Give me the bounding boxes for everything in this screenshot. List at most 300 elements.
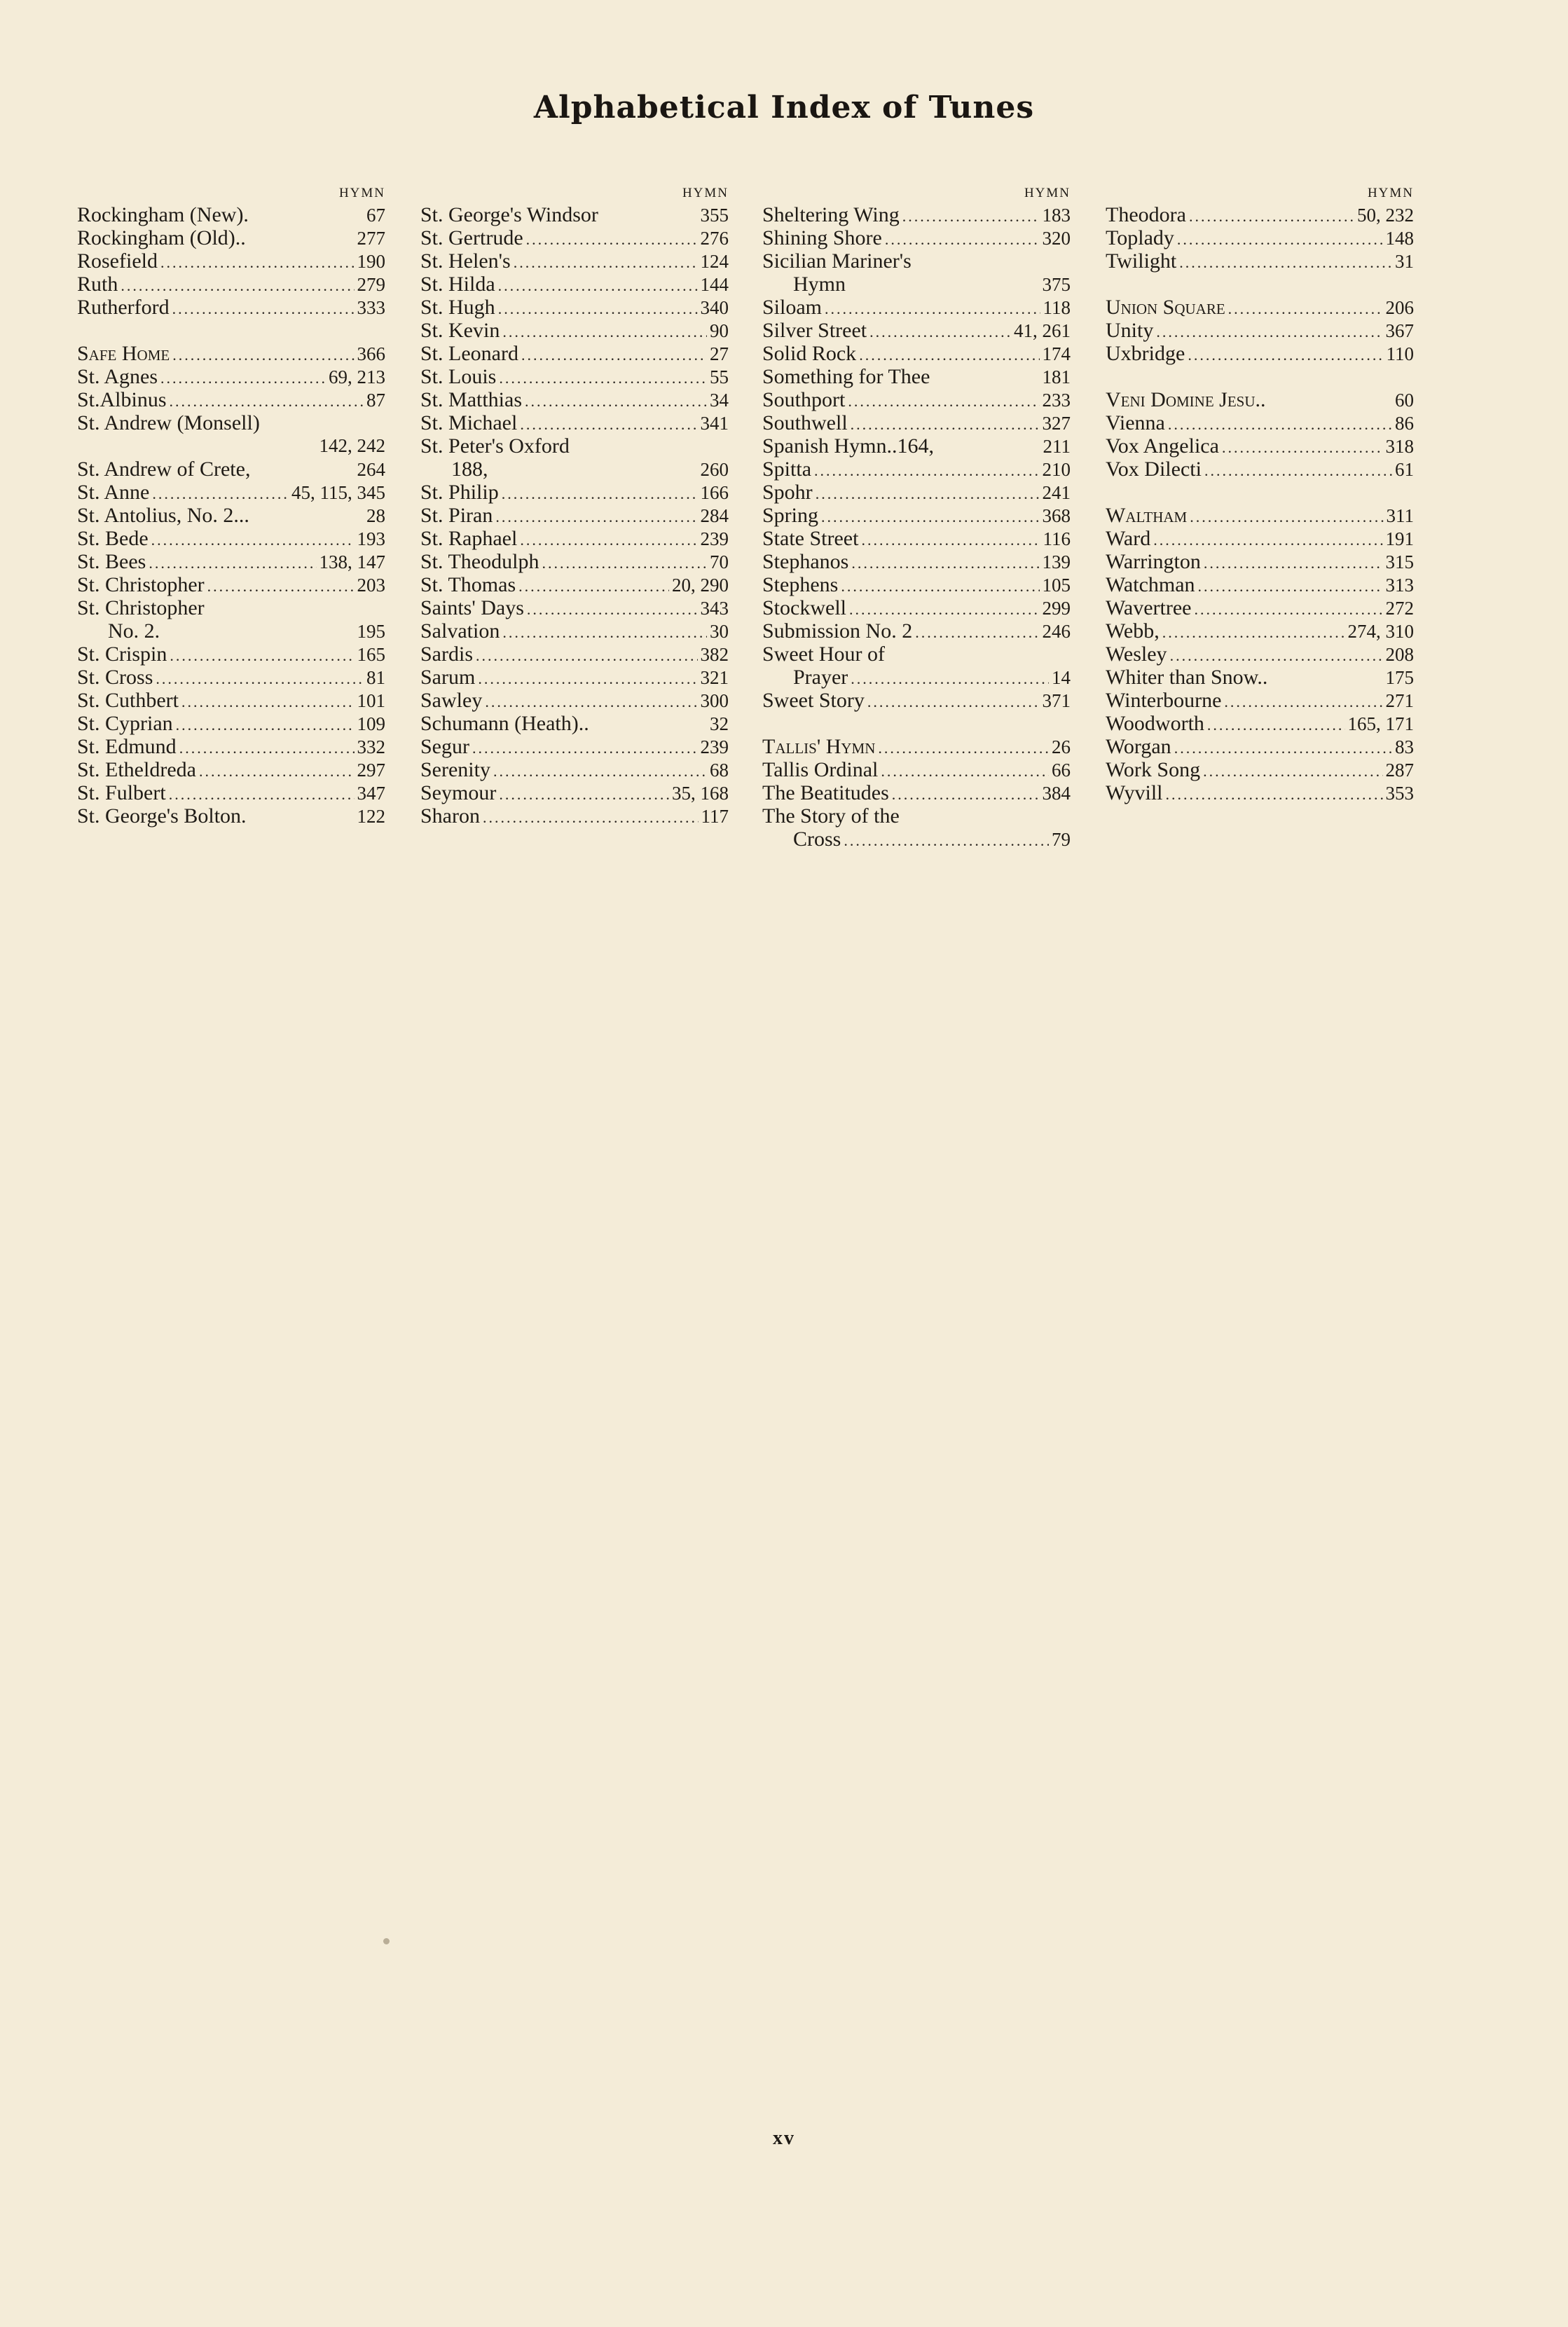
index-entry [1106, 550, 1414, 573]
hymn-number: 81 [366, 667, 385, 688]
index-entry [420, 481, 729, 504]
tune-name: St. Bede [77, 527, 149, 550]
tune-name: St. Peter's Oxford [420, 434, 570, 458]
hymn-number: 190 [357, 251, 385, 272]
leader-dots [902, 205, 1040, 228]
tune-name: St. Christopher [77, 596, 205, 619]
tune-name: Something for Thee [762, 365, 930, 388]
leader-dots [1168, 413, 1392, 436]
index-entry [77, 550, 385, 573]
leader-dots [851, 667, 1049, 690]
index-entry [1106, 735, 1414, 758]
hymn-number: 116 [1043, 528, 1071, 549]
tune-name: Wavertree [1106, 596, 1192, 619]
leader-dots [151, 528, 355, 551]
hymn-number: 28 [366, 505, 385, 526]
hymn-number: 90 [710, 320, 729, 341]
leader-dots [176, 713, 355, 736]
index-entry [1106, 411, 1414, 434]
index-entry [762, 643, 1071, 666]
index-entry [420, 458, 729, 481]
hymn-number: 384 [1042, 783, 1071, 804]
hymn-number: 70 [710, 551, 729, 572]
leader-dots [1174, 736, 1392, 760]
hymn-number: 41, 261 [1014, 320, 1071, 341]
hymn-number: 144 [700, 274, 729, 295]
leader-dots [527, 598, 698, 621]
hymn-number: 165 [357, 644, 385, 665]
index-entry [762, 342, 1071, 365]
hymn-number: 300 [700, 690, 729, 711]
tune-name: Spitta [762, 458, 812, 481]
index-entry [77, 712, 385, 735]
section-spacer [1106, 273, 1414, 296]
tune-name: Sicilian Mariner's [762, 249, 912, 273]
hymn-number: 109 [357, 713, 385, 734]
tune-name: Spanish Hymn..164, [762, 434, 935, 458]
leader-dots [170, 390, 364, 413]
tune-name: Union Square [1106, 296, 1225, 319]
hymn-number: 165, 171 [1347, 713, 1414, 734]
index-entry [762, 249, 1071, 273]
tune-name: Cross [793, 828, 841, 851]
index-entry [77, 758, 385, 781]
leader-dots [1177, 228, 1383, 251]
index-entry [762, 226, 1071, 249]
tune-name: St. Edmund [77, 735, 177, 758]
hymn-number: 175 [1385, 667, 1414, 688]
index-entry [420, 666, 729, 689]
hymn-number: 320 [1042, 228, 1071, 249]
hymn-number: 193 [357, 528, 385, 549]
tune-name: Sheltering Wing [762, 203, 900, 226]
hymn-number: 122 [357, 806, 385, 827]
index-entry [1106, 781, 1414, 804]
hymn-number: 260 [700, 459, 729, 480]
hymn-number: 241 [1042, 482, 1071, 503]
hymn-number: 284 [700, 505, 729, 526]
tune-name: Wyvill [1106, 781, 1163, 804]
tune-name: Ruth [77, 273, 118, 296]
hymn-number: 233 [1042, 390, 1071, 411]
tune-name: St. Thomas [420, 573, 516, 596]
tune-name: Sweet Hour of [762, 643, 885, 666]
hymn-number: 124 [700, 251, 729, 272]
index-column-1 [77, 184, 385, 828]
tune-name: Twilight [1106, 249, 1177, 273]
index-entry [1106, 596, 1414, 619]
leader-dots [1190, 505, 1383, 528]
leader-dots [207, 575, 355, 598]
section-spacer [77, 319, 385, 342]
hymn-number: 287 [1385, 760, 1414, 781]
index-entry [77, 388, 385, 411]
tune-name: Vienna [1106, 411, 1165, 434]
hymn-number: 203 [357, 575, 385, 596]
hymn-number: 297 [357, 760, 385, 781]
tune-name: State Street [762, 527, 859, 550]
hymn-number: 20, 290 [672, 575, 729, 596]
index-entry [420, 342, 729, 365]
hymn-number: 382 [700, 644, 729, 665]
hymn-number: 206 [1385, 297, 1414, 318]
leader-dots [848, 390, 1039, 413]
index-entry [1106, 504, 1414, 527]
hymn-number: 208 [1385, 644, 1414, 665]
leader-dots [1170, 644, 1383, 667]
tune-name: Vox Angelica [1106, 434, 1219, 458]
index-entry [762, 273, 1071, 296]
index-entry [420, 273, 729, 296]
leader-dots [861, 528, 1040, 551]
hymn-number: 371 [1042, 690, 1071, 711]
hymn-number: 66 [1052, 760, 1071, 781]
index-column-2 [420, 184, 729, 828]
index-entry [762, 804, 1071, 828]
tune-name: St. Louis [420, 365, 497, 388]
index-entry [1106, 319, 1414, 342]
index-entry [77, 411, 385, 434]
column-header: HYMN [1024, 186, 1071, 200]
leader-dots [199, 760, 355, 783]
index-entry [77, 481, 385, 504]
hymn-number: 343 [700, 598, 729, 619]
hymn-number: 55 [710, 366, 729, 387]
hymn-number: 195 [357, 621, 385, 642]
hymn-number: 272 [1385, 598, 1414, 619]
hymn-number: 211 [1043, 436, 1071, 457]
index-entry [1106, 203, 1414, 226]
index-entry [420, 365, 729, 388]
hymn-number: 353 [1385, 783, 1414, 804]
tune-name: Winterbourne [1106, 689, 1222, 712]
hymn-number: 239 [700, 736, 729, 757]
hymn-number: 333 [357, 297, 385, 318]
index-entry [762, 527, 1071, 550]
tune-name: Southwell [762, 411, 848, 434]
index-entry [420, 411, 729, 434]
index-entry [420, 781, 729, 804]
index-entry [77, 365, 385, 388]
tune-name: St. Piran [420, 504, 493, 527]
tune-name: St. Agnes [77, 365, 158, 388]
tune-name: St. Philip [420, 481, 499, 504]
tune-name: St. Bees [77, 550, 146, 573]
leader-dots [499, 783, 669, 806]
index-entry [762, 550, 1071, 573]
tune-name: St. Cross [77, 666, 153, 689]
leader-dots [169, 783, 355, 806]
leader-dots [1228, 297, 1383, 320]
hymn-number: 239 [700, 528, 729, 549]
tune-name: St. Andrew of Crete, [77, 458, 251, 481]
hymn-number: 79 [1052, 829, 1071, 850]
hymn-number: 110 [1386, 343, 1414, 364]
leader-dots [878, 736, 1049, 760]
hymn-number: 318 [1385, 436, 1414, 457]
tune-name: Rockingham (Old).. [77, 226, 246, 249]
hymn-number: 271 [1385, 690, 1414, 711]
leader-dots [483, 806, 699, 829]
hymn-number: 50, 232 [1357, 205, 1414, 226]
leader-dots [499, 366, 707, 390]
leader-dots [841, 575, 1039, 598]
tune-name: St. George's Windsor [420, 203, 598, 226]
hymn-number: 368 [1042, 505, 1071, 526]
leader-dots [849, 598, 1040, 621]
tune-name: Prayer [793, 666, 848, 689]
tune-name: Salvation [420, 619, 500, 643]
tune-name: St. Fulbert [77, 781, 166, 804]
index-entry [1106, 388, 1414, 411]
index-entry [762, 296, 1071, 319]
index-entry [1106, 712, 1414, 735]
tune-name: Stephens [762, 573, 839, 596]
tune-name: No. 2. [108, 619, 160, 643]
hymn-number: 347 [357, 783, 385, 804]
index-entry [762, 619, 1071, 643]
leader-dots [892, 783, 1040, 806]
hymn-number: 264 [357, 459, 385, 480]
tune-name: St. Hugh [420, 296, 495, 319]
column-header: HYMN [338, 186, 385, 200]
leader-dots [851, 413, 1040, 436]
index-entry [762, 388, 1071, 411]
tune-name: Hymn [793, 273, 846, 296]
tune-name: The Beatitudes [762, 781, 889, 804]
tune-name: Shining Shore [762, 226, 882, 249]
index-entry [1106, 619, 1414, 643]
tune-name: Sawley [420, 689, 483, 712]
tune-name: Serenity [420, 758, 490, 781]
hymn-number: 341 [700, 413, 729, 434]
section-spacer [762, 712, 1071, 735]
leader-dots [1166, 783, 1383, 806]
tune-name: St. Gertrude [420, 226, 523, 249]
hymn-number: 68 [710, 760, 729, 781]
index-entry [762, 203, 1071, 226]
tune-name: Solid Rock [762, 342, 857, 365]
index-entry [1106, 458, 1414, 481]
tune-name: Spring [762, 504, 819, 527]
leader-dots [493, 760, 707, 783]
index-entry [77, 689, 385, 712]
index-entry [762, 504, 1071, 527]
index-entry [77, 596, 385, 619]
hymn-number: 277 [357, 228, 385, 249]
tune-name: St. Cuthbert [77, 689, 179, 712]
hymn-number: 142, 242 [319, 435, 385, 456]
tune-name: St. Cyprian [77, 712, 173, 735]
tune-name: Tallis' Hymn [762, 735, 876, 758]
hymn-number: 321 [700, 667, 729, 688]
tune-name: St.Albinus [77, 388, 167, 411]
hymn-number: 299 [1042, 598, 1071, 619]
leader-dots [1188, 343, 1383, 366]
index-entry [762, 458, 1071, 481]
index-entry [1106, 434, 1414, 458]
hymn-number: 148 [1385, 228, 1414, 249]
index-entry [77, 619, 385, 643]
index-entry [420, 226, 729, 249]
hymn-number: 311 [1386, 505, 1414, 526]
leader-dots [1195, 598, 1383, 621]
tune-name: Spohr [762, 481, 813, 504]
paper-speck [383, 1938, 390, 1944]
leader-dots [859, 343, 1039, 366]
entry-list [762, 203, 1071, 851]
index-entry [420, 319, 729, 342]
leader-dots [526, 228, 698, 251]
hymn-number: 101 [357, 690, 385, 711]
leader-dots [521, 343, 707, 366]
hymn-number: 315 [1385, 551, 1414, 572]
leader-dots [1156, 320, 1382, 343]
leader-dots [1204, 551, 1383, 575]
index-entry [762, 596, 1071, 619]
hymn-number: 69, 213 [329, 366, 385, 387]
index-entry [420, 504, 729, 527]
leader-dots [867, 690, 1040, 713]
tune-name: St. Helen's [420, 249, 511, 273]
hymn-number: 181 [1042, 366, 1071, 387]
hymn-number: 31 [1395, 251, 1414, 272]
hymn-number: 117 [701, 806, 729, 827]
leader-dots [816, 482, 1040, 505]
index-entry [1106, 249, 1414, 273]
tune-name: 188, [451, 458, 488, 481]
hymn-number: 60 [1395, 390, 1414, 411]
index-entry [762, 319, 1071, 342]
index-column-3 [762, 184, 1071, 851]
index-entry [420, 388, 729, 411]
index-entry [1106, 296, 1414, 319]
leader-dots [1204, 459, 1392, 482]
tune-name: Southport [762, 388, 846, 411]
index-entry [77, 249, 385, 273]
section-spacer [1106, 481, 1414, 504]
entry-list [420, 203, 729, 828]
index-entry [77, 666, 385, 689]
hymn-number: 35, 168 [672, 783, 729, 804]
leader-dots [1207, 713, 1345, 736]
index-entry [1106, 643, 1414, 666]
leader-dots [181, 690, 354, 713]
leader-dots [170, 644, 354, 667]
leader-dots [1222, 436, 1383, 459]
hymn-number: 174 [1042, 343, 1071, 364]
hymn-number: 138, 147 [319, 551, 385, 572]
hymn-number: 34 [710, 390, 729, 411]
tune-name: Saints' Days [420, 596, 524, 619]
leader-dots [498, 297, 698, 320]
hymn-number: 246 [1042, 621, 1071, 642]
tune-name: St. Raphael [420, 527, 518, 550]
leader-dots [844, 829, 1049, 852]
hymn-number: 313 [1385, 575, 1414, 596]
index-entry [77, 458, 385, 481]
tune-name: Stephanos [762, 550, 849, 573]
index-entry [420, 434, 729, 458]
index-entry [420, 573, 729, 596]
leader-dots [514, 251, 698, 274]
index-entry [420, 804, 729, 828]
tune-name: Toplady [1106, 226, 1174, 249]
index-entry [1106, 666, 1414, 689]
tune-name: St. Theodulph [420, 550, 539, 573]
tune-name: St. Antolius, No. 2... [77, 504, 249, 527]
leader-dots [152, 482, 289, 505]
hymn-number: 327 [1042, 413, 1071, 434]
tune-name: Uxbridge [1106, 342, 1185, 365]
tune-name: Woodworth [1106, 712, 1204, 735]
leader-dots [1224, 690, 1382, 713]
page-title: Alphabetical Index of Tunes [533, 90, 1035, 125]
index-entry [420, 296, 729, 319]
tune-name: St. Michael [420, 411, 518, 434]
tune-name: Submission No. 2 [762, 619, 913, 643]
index-entry [1106, 527, 1414, 550]
tune-name: Whiter than Snow.. [1106, 666, 1268, 689]
hymn-number: 355 [700, 205, 729, 226]
tune-name: Schumann (Heath).. [420, 712, 589, 735]
index-entry [420, 203, 729, 226]
leader-dots [525, 390, 707, 413]
leader-dots [179, 736, 355, 760]
tune-name: Stockwell [762, 596, 846, 619]
leader-dots [485, 690, 697, 713]
index-entry [77, 504, 385, 527]
index-entry [762, 781, 1071, 804]
hymn-number: 86 [1395, 413, 1414, 434]
tune-name: St. Leonard [420, 342, 518, 365]
index-entry [420, 527, 729, 550]
tune-name: The Story of the [762, 804, 900, 828]
index-column-4 [1106, 184, 1414, 804]
tune-name: St. Etheldreda [77, 758, 196, 781]
leader-dots [518, 575, 669, 598]
hymn-number: 30 [710, 621, 729, 642]
index-entry [1106, 758, 1414, 781]
index-entry [1106, 342, 1414, 365]
index-entry [77, 226, 385, 249]
hymn-number: 340 [700, 297, 729, 318]
index-entry [77, 643, 385, 666]
tune-name: Tallis Ordinal [762, 758, 879, 781]
tune-name: Ward [1106, 527, 1151, 550]
hymn-number: 279 [357, 274, 385, 295]
leader-dots [160, 251, 355, 274]
tune-name: St. Crispin [77, 643, 167, 666]
tune-name: Wesley [1106, 643, 1167, 666]
tune-name: St. Andrew (Monsell) [77, 411, 260, 434]
leader-dots [885, 228, 1040, 251]
index-entry [77, 296, 385, 319]
tune-name: Webb, [1106, 619, 1160, 643]
index-entry [77, 342, 385, 365]
tune-name: Sweet Story [762, 689, 865, 712]
tune-name: Rockingham (New). [77, 203, 249, 226]
hymn-number: 332 [357, 736, 385, 757]
index-entry [420, 758, 729, 781]
hymn-number: 105 [1042, 575, 1071, 596]
index-entry [77, 735, 385, 758]
hymn-number: 183 [1042, 205, 1071, 226]
index-entry [420, 619, 729, 643]
leader-dots [520, 528, 697, 551]
leader-dots [498, 274, 698, 297]
entry-list [1106, 203, 1414, 804]
